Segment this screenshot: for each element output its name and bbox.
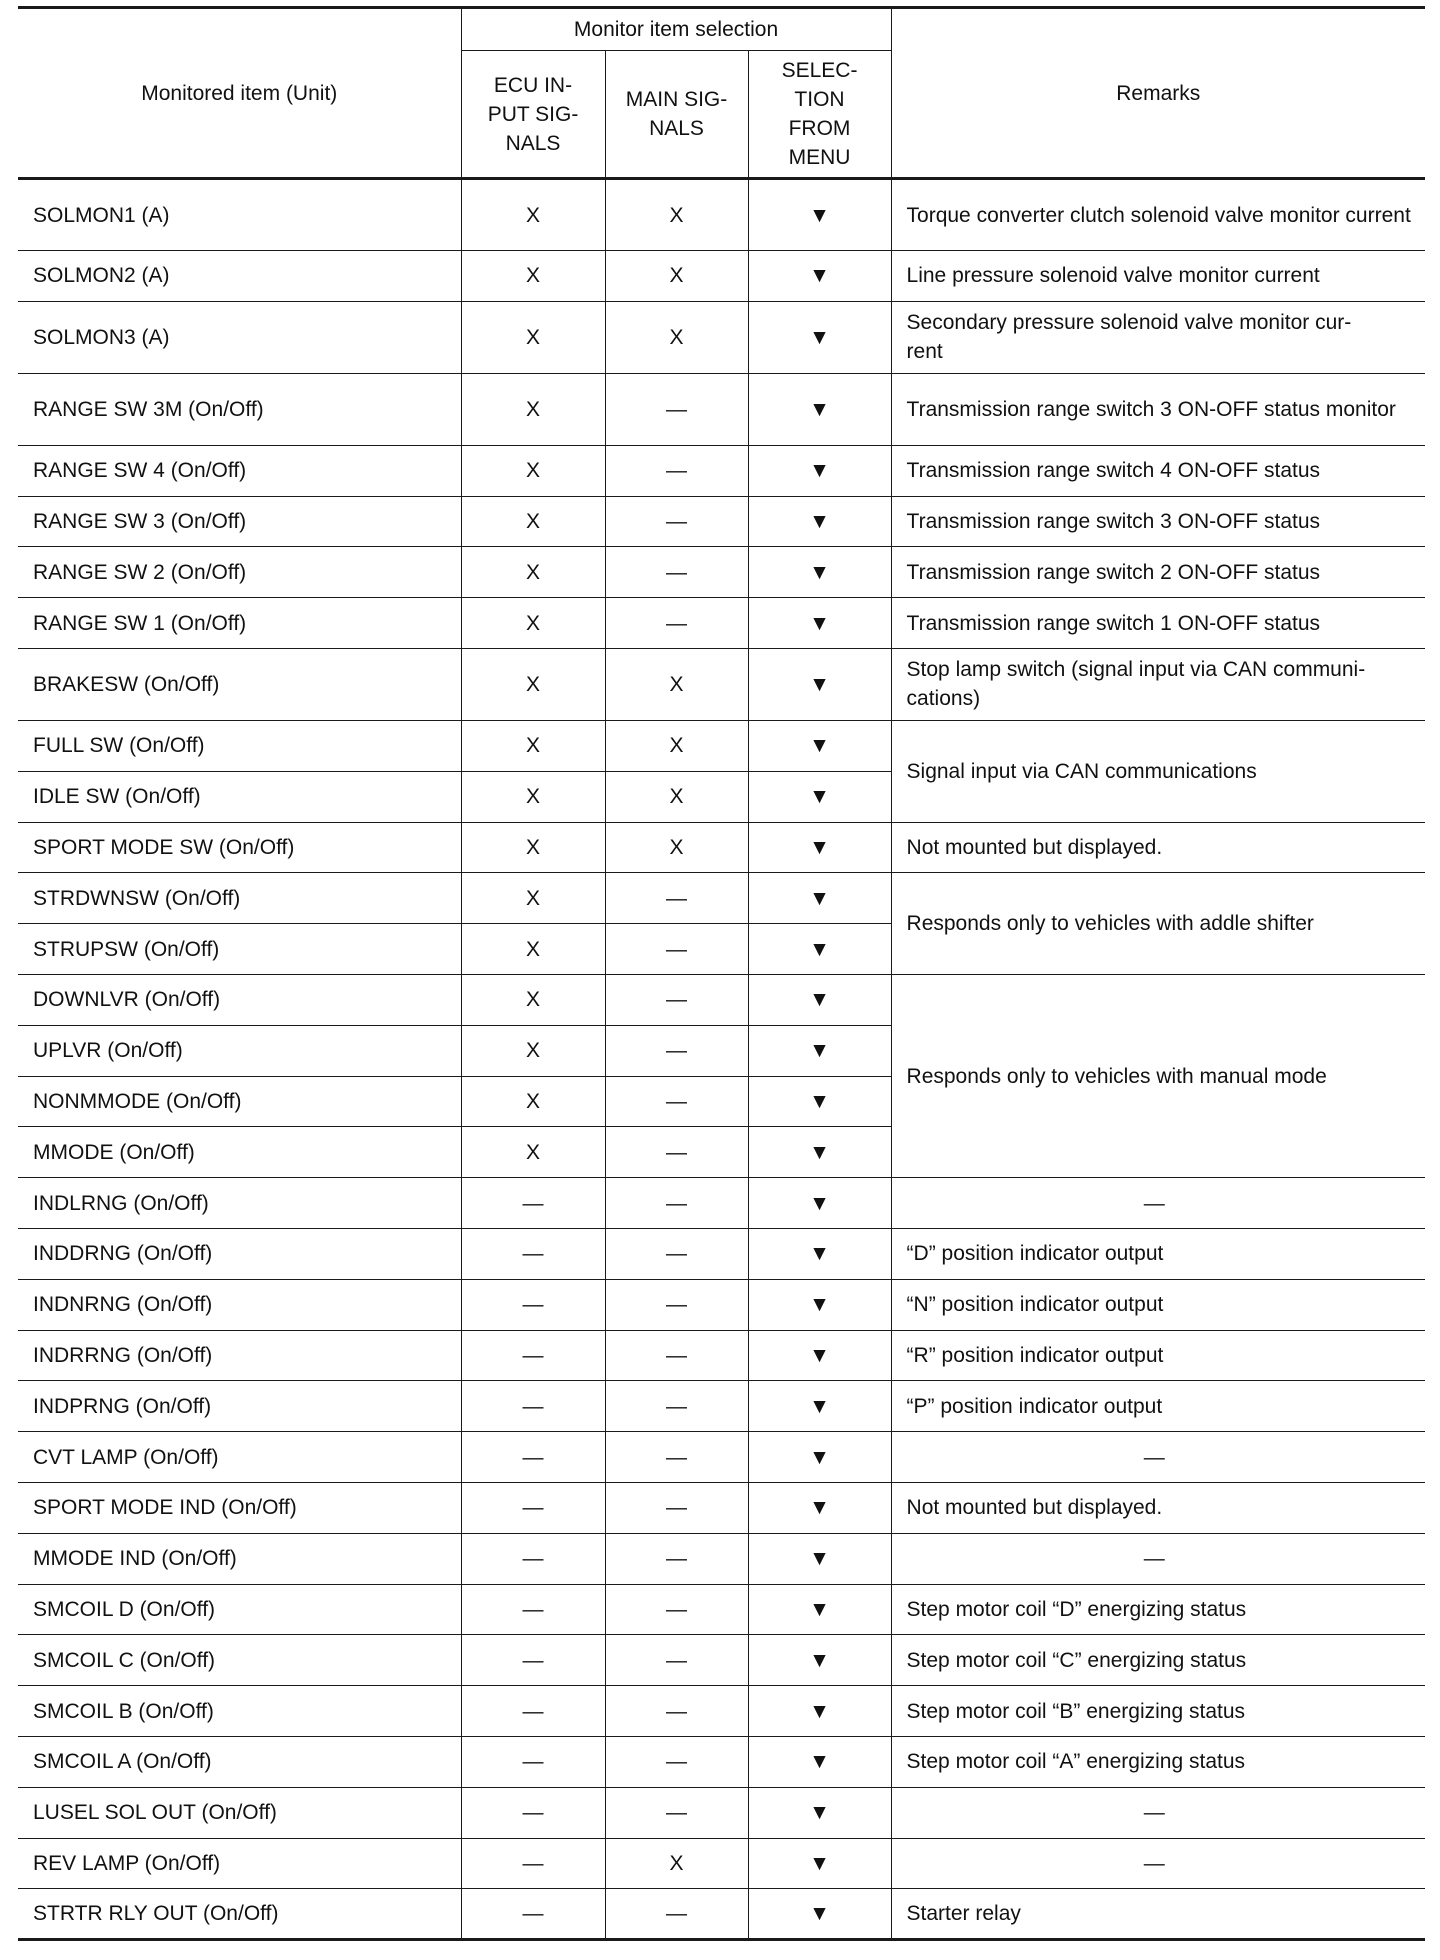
main-signal-cell: — xyxy=(605,1584,748,1635)
main-signal-cell: — xyxy=(605,1432,748,1483)
main-signal-cell: X xyxy=(605,822,748,873)
remarks-cell: Transmission range switch 4 ON-OFF status xyxy=(891,445,1425,496)
selection-from-menu-cell: ▼ xyxy=(748,301,891,373)
monitored-item-cell: SOLMON3 (A) xyxy=(18,301,461,373)
table-row xyxy=(18,1330,1425,1381)
monitored-item-cell: SMCOIL D (On/Off) xyxy=(18,1584,461,1635)
main-signal-cell: — xyxy=(605,1381,748,1432)
remarks-cell: Step motor coil “B” energizing status xyxy=(891,1686,1425,1737)
remarks-cell: — xyxy=(891,1787,1425,1838)
main-signal-cell: — xyxy=(605,1889,748,1940)
selection-from-menu-cell: ▼ xyxy=(748,771,891,822)
ecu-input-cell: X xyxy=(461,301,605,373)
main-signal-cell: — xyxy=(605,1787,748,1838)
remarks-cell: Step motor coil “D” energizing status xyxy=(891,1584,1425,1635)
table-row xyxy=(18,179,1425,251)
selection-from-menu-cell: ▼ xyxy=(748,598,891,649)
selection-from-menu-cell: ▼ xyxy=(748,1686,891,1737)
selection-from-menu-cell: ▼ xyxy=(748,1025,891,1076)
header-main-signals: MAIN SIG- NALS xyxy=(605,51,748,179)
monitor-item-table-wrapper xyxy=(18,6,1425,1941)
main-signal-cell: — xyxy=(605,1178,748,1229)
ecu-input-cell: X xyxy=(461,598,605,649)
table-row xyxy=(18,720,1425,771)
monitored-item-cell: SMCOIL B (On/Off) xyxy=(18,1686,461,1737)
selection-from-menu-cell: ▼ xyxy=(748,547,891,598)
selection-from-menu-cell: ▼ xyxy=(748,373,891,445)
ecu-input-cell: X xyxy=(461,1127,605,1178)
table-row xyxy=(18,1482,1425,1533)
header-monitor-item-selection: Monitor item selection xyxy=(461,8,891,51)
remarks-cell: Line pressure solenoid valve monitor current xyxy=(891,251,1425,302)
selection-from-menu-cell: ▼ xyxy=(748,445,891,496)
ecu-input-cell: X xyxy=(461,720,605,771)
monitored-item-cell: IDLE SW (On/Off) xyxy=(18,771,461,822)
table-row xyxy=(18,1635,1425,1686)
selection-from-menu-cell: ▼ xyxy=(748,873,891,924)
selection-from-menu-cell: ▼ xyxy=(748,1178,891,1229)
remarks-cell: — xyxy=(891,1432,1425,1483)
remarks-cell: Not mounted but displayed. xyxy=(891,822,1425,873)
selection-from-menu-cell: ▼ xyxy=(748,1838,891,1889)
selection-from-menu-cell: ▼ xyxy=(748,1279,891,1330)
ecu-input-cell: X xyxy=(461,873,605,924)
monitored-item-cell: RANGE SW 3 (On/Off) xyxy=(18,496,461,547)
selection-from-menu-cell: ▼ xyxy=(748,1889,891,1940)
header-selection-from-menu: SELEC- TION FROM MENU xyxy=(748,51,891,179)
table-row xyxy=(18,301,1425,373)
monitored-item-cell: FULL SW (On/Off) xyxy=(18,720,461,771)
monitored-item-cell: RANGE SW 1 (On/Off) xyxy=(18,598,461,649)
remarks-cell: Step motor coil “C” energizing status xyxy=(891,1635,1425,1686)
remarks-cell: Secondary pressure solenoid valve monitor cur- rent xyxy=(891,301,1425,373)
monitored-item-cell: INDDRNG (On/Off) xyxy=(18,1228,461,1279)
selection-from-menu-cell: ▼ xyxy=(748,1584,891,1635)
table-row xyxy=(18,648,1425,720)
selection-from-menu-cell: ▼ xyxy=(748,179,891,251)
table-row xyxy=(18,1178,1425,1229)
remarks-cell: Transmission range switch 1 ON-OFF status xyxy=(891,598,1425,649)
selection-from-menu-cell: ▼ xyxy=(748,1635,891,1686)
main-signal-cell: — xyxy=(605,1686,748,1737)
ecu-input-cell: — xyxy=(461,1889,605,1940)
ecu-input-cell: — xyxy=(461,1838,605,1889)
selection-from-menu-cell: ▼ xyxy=(748,822,891,873)
monitored-item-cell: SPORT MODE IND (On/Off) xyxy=(18,1482,461,1533)
remarks-cell: Signal input via CAN communications xyxy=(891,720,1425,822)
remarks-cell: — xyxy=(891,1533,1425,1584)
selection-from-menu-cell: ▼ xyxy=(748,1787,891,1838)
table-body xyxy=(18,179,1425,1940)
ecu-input-cell: — xyxy=(461,1584,605,1635)
ecu-input-cell: X xyxy=(461,648,605,720)
table-row xyxy=(18,1584,1425,1635)
main-signal-cell: X xyxy=(605,1838,748,1889)
selection-from-menu-cell: ▼ xyxy=(748,1533,891,1584)
table-row xyxy=(18,1889,1425,1940)
main-signal-cell: X xyxy=(605,771,748,822)
ecu-input-cell: — xyxy=(461,1736,605,1787)
monitored-item-cell: RANGE SW 4 (On/Off) xyxy=(18,445,461,496)
selection-from-menu-cell: ▼ xyxy=(748,720,891,771)
table-row xyxy=(18,873,1425,924)
main-signal-cell: — xyxy=(605,1635,748,1686)
main-signal-cell: — xyxy=(605,1025,748,1076)
ecu-input-cell: X xyxy=(461,179,605,251)
selection-from-menu-cell: ▼ xyxy=(748,1127,891,1178)
selection-from-menu-cell: ▼ xyxy=(748,648,891,720)
monitored-item-cell: SMCOIL C (On/Off) xyxy=(18,1635,461,1686)
main-signal-cell: — xyxy=(605,1127,748,1178)
monitored-item-cell: DOWNLVR (On/Off) xyxy=(18,974,461,1025)
monitored-item-cell: MMODE IND (On/Off) xyxy=(18,1533,461,1584)
table-row xyxy=(18,1838,1425,1889)
table-row xyxy=(18,1533,1425,1584)
table-row xyxy=(18,1432,1425,1483)
remarks-cell: “D” position indicator output xyxy=(891,1228,1425,1279)
table-row xyxy=(18,1736,1425,1787)
selection-from-menu-cell: ▼ xyxy=(748,1381,891,1432)
table-row xyxy=(18,1228,1425,1279)
monitored-item-cell: LUSEL SOL OUT (On/Off) xyxy=(18,1787,461,1838)
remarks-cell: Transmission range switch 2 ON-OFF status xyxy=(891,547,1425,598)
table-row xyxy=(18,373,1425,445)
remarks-cell: Not mounted but displayed. xyxy=(891,1482,1425,1533)
main-signal-cell: X xyxy=(605,179,748,251)
ecu-input-cell: — xyxy=(461,1432,605,1483)
main-signal-cell: — xyxy=(605,1736,748,1787)
main-signal-cell: — xyxy=(605,496,748,547)
main-signal-cell: — xyxy=(605,445,748,496)
remarks-cell: Transmission range switch 3 ON-OFF status xyxy=(891,496,1425,547)
remarks-cell: Transmission range switch 3 ON-OFF status monitor xyxy=(891,373,1425,445)
remarks-cell: Responds only to vehicles with manual mode xyxy=(891,974,1425,1177)
monitored-item-cell: BRAKESW (On/Off) xyxy=(18,648,461,720)
ecu-input-cell: — xyxy=(461,1178,605,1229)
main-signal-cell: — xyxy=(605,373,748,445)
remarks-cell: Responds only to vehicles with addle shifter xyxy=(891,873,1425,975)
main-signal-cell: X xyxy=(605,648,748,720)
table-row xyxy=(18,251,1425,302)
monitored-item-cell: INDRRNG (On/Off) xyxy=(18,1330,461,1381)
table-row xyxy=(18,1279,1425,1330)
monitored-item-cell: REV LAMP (On/Off) xyxy=(18,1838,461,1889)
ecu-input-cell: X xyxy=(461,445,605,496)
selection-from-menu-cell: ▼ xyxy=(748,1228,891,1279)
monitored-item-cell: STRUPSW (On/Off) xyxy=(18,924,461,975)
monitored-item-cell: CVT LAMP (On/Off) xyxy=(18,1432,461,1483)
monitored-item-cell: MMODE (On/Off) xyxy=(18,1127,461,1178)
monitored-item-cell: RANGE SW 2 (On/Off) xyxy=(18,547,461,598)
main-signal-cell: — xyxy=(605,598,748,649)
selection-from-menu-cell: ▼ xyxy=(748,1330,891,1381)
ecu-input-cell: — xyxy=(461,1381,605,1432)
monitored-item-cell: NONMMODE (On/Off) xyxy=(18,1076,461,1127)
main-signal-cell: X xyxy=(605,301,748,373)
main-signal-cell: — xyxy=(605,1076,748,1127)
table-row xyxy=(18,1787,1425,1838)
remarks-cell: “R” position indicator output xyxy=(891,1330,1425,1381)
main-signal-cell: X xyxy=(605,251,748,302)
remarks-cell: Torque converter clutch solenoid valve monitor current xyxy=(891,179,1425,251)
monitored-item-cell: SOLMON2 (A) xyxy=(18,251,461,302)
selection-from-menu-cell: ▼ xyxy=(748,1076,891,1127)
selection-from-menu-cell: ▼ xyxy=(748,1736,891,1787)
table-row xyxy=(18,1381,1425,1432)
table-header xyxy=(18,8,1425,179)
table-row xyxy=(18,822,1425,873)
ecu-input-cell: X xyxy=(461,547,605,598)
ecu-input-cell: X xyxy=(461,924,605,975)
main-signal-cell: — xyxy=(605,1330,748,1381)
main-signal-cell: — xyxy=(605,974,748,1025)
ecu-input-cell: — xyxy=(461,1330,605,1381)
selection-from-menu-cell: ▼ xyxy=(748,1432,891,1483)
ecu-input-cell: X xyxy=(461,974,605,1025)
ecu-input-cell: X xyxy=(461,771,605,822)
ecu-input-cell: — xyxy=(461,1686,605,1737)
monitored-item-cell: STRDWNSW (On/Off) xyxy=(18,873,461,924)
selection-from-menu-cell: ▼ xyxy=(748,496,891,547)
remarks-cell: Starter relay xyxy=(891,1889,1425,1940)
ecu-input-cell: X xyxy=(461,1076,605,1127)
selection-from-menu-cell: ▼ xyxy=(748,251,891,302)
main-signal-cell: — xyxy=(605,924,748,975)
selection-from-menu-cell: ▼ xyxy=(748,1482,891,1533)
monitored-item-cell: RANGE SW 3M (On/Off) xyxy=(18,373,461,445)
monitored-item-cell: STRTR RLY OUT (On/Off) xyxy=(18,1889,461,1940)
table-row xyxy=(18,496,1425,547)
ecu-input-cell: X xyxy=(461,822,605,873)
main-signal-cell: — xyxy=(605,1482,748,1533)
selection-from-menu-cell: ▼ xyxy=(748,924,891,975)
main-signal-cell: — xyxy=(605,1228,748,1279)
main-signal-cell: X xyxy=(605,720,748,771)
ecu-input-cell: X xyxy=(461,496,605,547)
remarks-cell: “N” position indicator output xyxy=(891,1279,1425,1330)
main-signal-cell: — xyxy=(605,1533,748,1584)
header-remarks: Remarks xyxy=(891,8,1425,179)
monitored-item-cell: SOLMON1 (A) xyxy=(18,179,461,251)
monitored-item-cell: SMCOIL A (On/Off) xyxy=(18,1736,461,1787)
table-row xyxy=(18,445,1425,496)
ecu-input-cell: — xyxy=(461,1482,605,1533)
remarks-cell: Stop lamp switch (signal input via CAN communi- cations) xyxy=(891,648,1425,720)
main-signal-cell: — xyxy=(605,547,748,598)
selection-from-menu-cell: ▼ xyxy=(748,974,891,1025)
monitored-item-cell: SPORT MODE SW (On/Off) xyxy=(18,822,461,873)
header-ecu-input-signals: ECU IN- PUT SIG- NALS xyxy=(461,51,605,179)
header-monitored-item: Monitored item (Unit) xyxy=(18,8,461,179)
ecu-input-cell: X xyxy=(461,251,605,302)
table-row xyxy=(18,1686,1425,1737)
remarks-cell: — xyxy=(891,1838,1425,1889)
main-signal-cell: — xyxy=(605,1279,748,1330)
monitored-item-cell: INDNRNG (On/Off) xyxy=(18,1279,461,1330)
ecu-input-cell: — xyxy=(461,1533,605,1584)
monitored-item-cell: UPLVR (On/Off) xyxy=(18,1025,461,1076)
ecu-input-cell: — xyxy=(461,1635,605,1686)
table-row xyxy=(18,598,1425,649)
remarks-cell: Step motor coil “A” energizing status xyxy=(891,1736,1425,1787)
monitored-item-cell: INDLRNG (On/Off) xyxy=(18,1178,461,1229)
remarks-cell: “P” position indicator output xyxy=(891,1381,1425,1432)
ecu-input-cell: X xyxy=(461,373,605,445)
remarks-cell: — xyxy=(891,1178,1425,1229)
main-signal-cell: — xyxy=(605,873,748,924)
monitor-item-table xyxy=(18,6,1425,1941)
ecu-input-cell: — xyxy=(461,1228,605,1279)
table-row xyxy=(18,547,1425,598)
ecu-input-cell: X xyxy=(461,1025,605,1076)
table-row xyxy=(18,974,1425,1025)
ecu-input-cell: — xyxy=(461,1787,605,1838)
ecu-input-cell: — xyxy=(461,1279,605,1330)
monitored-item-cell: INDPRNG (On/Off) xyxy=(18,1381,461,1432)
